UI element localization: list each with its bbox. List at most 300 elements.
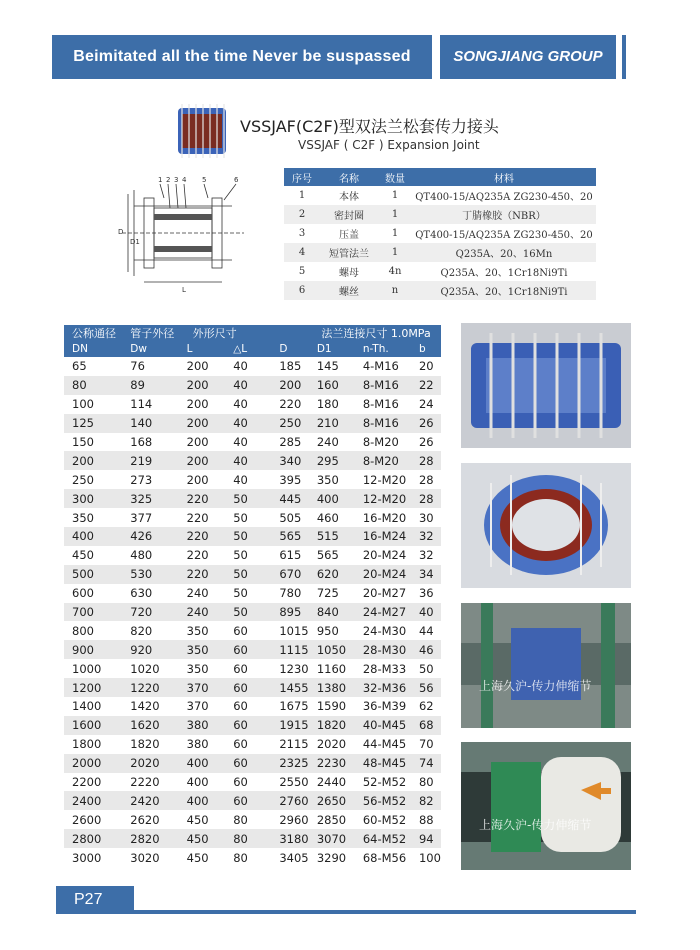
product-photo-2 <box>461 463 631 588</box>
photo-watermark: 上海久沪-传力伸缩节 <box>479 679 592 693</box>
specs-cell: 50 <box>233 584 279 603</box>
specs-cell: 60 <box>233 697 279 716</box>
specs-cell: 200 <box>187 451 234 470</box>
specs-cell: 28 <box>419 470 441 489</box>
specs-cell: 240 <box>317 433 363 452</box>
specs-cell: 200 <box>187 357 234 376</box>
specs-cell: 900 <box>64 640 130 659</box>
specs-cell: 780 <box>279 584 317 603</box>
specs-row <box>64 754 441 773</box>
specs-cell: 200 <box>187 395 234 414</box>
specs-row <box>64 810 441 829</box>
specs-cell: 2020 <box>317 735 363 754</box>
materials-cell: 2 <box>284 205 320 224</box>
specs-cell: 200 <box>187 433 234 452</box>
specs-row <box>64 678 441 697</box>
specs-cell: 273 <box>130 470 186 489</box>
specs-cell: 565 <box>279 527 317 546</box>
specs-cell: 20-M27 <box>363 584 419 603</box>
specs-row <box>64 584 441 603</box>
specs-cell: 565 <box>317 546 363 565</box>
installation-photo-1 <box>461 603 631 728</box>
specs-cell: 1400 <box>64 697 130 716</box>
materials-table <box>284 168 596 300</box>
specs-cell: 40 <box>233 414 279 433</box>
specs-cell: 80 <box>64 376 130 395</box>
specs-cell: 1115 <box>279 640 317 659</box>
specs-cell: 515 <box>317 527 363 546</box>
specs-cell: 2760 <box>279 791 317 810</box>
specs-cell: 8-M16 <box>363 395 419 414</box>
specs-cell: 450 <box>64 546 130 565</box>
specs-cell: 24 <box>419 395 441 414</box>
specs-row <box>64 565 441 584</box>
specs-row <box>64 829 441 848</box>
specs-cell: 8-M20 <box>363 451 419 470</box>
specs-cell: 200 <box>187 376 234 395</box>
specs-sub-d: D <box>279 341 317 357</box>
specs-cell: 1600 <box>64 716 130 735</box>
specs-cell: 377 <box>130 508 186 527</box>
materials-cell: 1 <box>391 190 399 201</box>
specs-cell: 950 <box>317 621 363 640</box>
specs-cell: 2960 <box>279 810 317 829</box>
specs-cell: 2230 <box>317 754 363 773</box>
product-title-zh: VSSJAF(C2F)型双法兰松套传力接头 <box>240 117 499 136</box>
dim-d: D <box>118 228 124 236</box>
specs-cell: 720 <box>130 603 186 622</box>
specs-cell: 60 <box>233 678 279 697</box>
specs-cell: 20 <box>419 357 441 376</box>
specs-cell: 46 <box>419 640 441 659</box>
banner-accent-bar <box>622 35 626 79</box>
specs-row <box>64 451 441 470</box>
specs-row <box>64 433 441 452</box>
brand-banner: SONGJIANG GROUP <box>440 35 616 79</box>
product-photo-1 <box>461 323 631 448</box>
specs-cell: 220 <box>187 508 234 527</box>
specs-cell: 8-M16 <box>363 414 419 433</box>
specs-cell: 16-M20 <box>363 508 419 527</box>
specs-row <box>64 357 441 376</box>
specs-group-dn: 公称通径 <box>64 325 130 341</box>
specs-cell: 70 <box>419 735 441 754</box>
specs-cell: 820 <box>130 621 186 640</box>
specs-cell: 80 <box>233 829 279 848</box>
specs-cell: 60 <box>233 754 279 773</box>
specs-cell: 50 <box>233 489 279 508</box>
specs-cell: 56-M52 <box>363 791 419 810</box>
specs-cell: 220 <box>279 395 317 414</box>
specs-cell: 350 <box>187 659 234 678</box>
specs-cell: 22 <box>419 376 441 395</box>
materials-cell: 1 <box>378 243 412 262</box>
specs-cell: 219 <box>130 451 186 470</box>
mat-header-qty: 数量 <box>378 168 412 186</box>
specs-cell: 40 <box>419 603 441 622</box>
specs-cell: 700 <box>64 603 130 622</box>
specs-cell: 60 <box>233 621 279 640</box>
specs-cell: 32-M36 <box>363 678 419 697</box>
specs-cell: 100 <box>419 848 441 867</box>
specs-sub-dl: △L <box>233 341 279 357</box>
materials-cell: Q235A、20、1Cr18Ni9Ti <box>412 281 596 300</box>
specs-cell: 200 <box>279 376 317 395</box>
materials-cell: 1 <box>391 228 399 239</box>
specs-row <box>64 376 441 395</box>
specs-cell: 50 <box>233 527 279 546</box>
specs-cell: 180 <box>317 395 363 414</box>
callout-6: 6 <box>234 176 239 184</box>
specs-cell: 145 <box>317 357 363 376</box>
slogan-banner: Beimitated all the time Never be suspassed <box>52 35 432 79</box>
specs-cell: 40 <box>233 395 279 414</box>
specs-cell: 88 <box>419 810 441 829</box>
specs-cell: 82 <box>419 791 441 810</box>
specs-cell: 2600 <box>64 810 130 829</box>
specs-cell: 64-M52 <box>363 829 419 848</box>
specs-cell: 36 <box>419 584 441 603</box>
materials-cell: Q235A、20、1Cr18Ni9Ti <box>440 268 568 279</box>
specs-cell: 3000 <box>64 848 130 867</box>
specs-row <box>64 470 441 489</box>
materials-cell: 短管法兰 <box>320 243 378 262</box>
specs-cell: 3070 <box>317 829 363 848</box>
specs-cell: 1020 <box>130 659 186 678</box>
specs-cell: 240 <box>187 603 234 622</box>
materials-cell: 4n <box>388 266 402 277</box>
specs-cell: 94 <box>419 829 441 848</box>
specs-cell: 24-M30 <box>363 621 419 640</box>
specs-cell: 2000 <box>64 754 130 773</box>
specs-row <box>64 848 441 867</box>
specs-cell: 220 <box>187 565 234 584</box>
mat-header-name: 名称 <box>320 168 378 186</box>
specs-row <box>64 735 441 754</box>
materials-cell: 4 <box>284 243 320 262</box>
specs-cell: 800 <box>64 621 130 640</box>
specs-cell: 1820 <box>130 735 186 754</box>
specs-cell: 16-M24 <box>363 527 419 546</box>
specs-cell: 840 <box>317 603 363 622</box>
specs-cell: 600 <box>64 584 130 603</box>
specs-cell: 1230 <box>279 659 317 678</box>
specs-cell: 350 <box>187 621 234 640</box>
specs-cell: 80 <box>233 848 279 867</box>
specs-cell: 100 <box>64 395 130 414</box>
specs-cell: 920 <box>130 640 186 659</box>
specs-cell: 1015 <box>279 621 317 640</box>
specs-cell: 2820 <box>130 829 186 848</box>
specs-group-dims: 外形尺寸 <box>187 325 280 341</box>
materials-cell: QT400-15/AQ235A ZG230-450、20 <box>415 192 593 203</box>
specs-cell: 48-M45 <box>363 754 419 773</box>
specs-table <box>64 325 441 867</box>
specs-cell: 1000 <box>64 659 130 678</box>
specs-cell: 285 <box>279 433 317 452</box>
materials-cell: 密封圈 <box>320 205 378 224</box>
specs-cell: 32 <box>419 527 441 546</box>
specs-cell: 60 <box>233 640 279 659</box>
specs-row <box>64 621 441 640</box>
specs-cell: 8-M20 <box>363 433 419 452</box>
specs-sub-d1: D1 <box>317 341 363 357</box>
specs-cell: 350 <box>64 508 130 527</box>
technical-drawing <box>104 170 264 295</box>
specs-cell: 76 <box>130 357 186 376</box>
specs-cell: 325 <box>130 489 186 508</box>
specs-row <box>64 659 441 678</box>
specs-cell: 2200 <box>64 773 130 792</box>
specs-cell: 200 <box>187 470 234 489</box>
specs-cell: 68-M56 <box>363 848 419 867</box>
specs-cell: 60-M52 <box>363 810 419 829</box>
specs-cell: 620 <box>317 565 363 584</box>
specs-cell: 445 <box>279 489 317 508</box>
materials-cell: 1 <box>298 190 306 201</box>
materials-cell: QT400-15/AQ235A ZG230-450、20 <box>415 230 593 241</box>
product-thumbnail <box>172 100 232 162</box>
specs-cell: 295 <box>317 451 363 470</box>
specs-cell: 34 <box>419 565 441 584</box>
specs-cell: 60 <box>233 659 279 678</box>
specs-cell: 28-M30 <box>363 640 419 659</box>
specs-cell: 125 <box>64 414 130 433</box>
specs-cell: 65 <box>64 357 130 376</box>
specs-cell: 28 <box>419 489 441 508</box>
specs-cell: 52-M52 <box>363 773 419 792</box>
specs-sub-dn: DN <box>64 341 130 357</box>
specs-cell: 2325 <box>279 754 317 773</box>
specs-cell: 380 <box>187 716 234 735</box>
specs-cell: 1380 <box>317 678 363 697</box>
specs-cell: 500 <box>64 565 130 584</box>
specs-cell: 2115 <box>279 735 317 754</box>
specs-cell: 505 <box>279 508 317 527</box>
specs-cell: 400 <box>64 527 130 546</box>
mat-header-material: 材料 <box>412 168 596 186</box>
specs-row <box>64 395 441 414</box>
specs-cell: 400 <box>187 773 234 792</box>
callout-4: 4 <box>182 176 187 184</box>
specs-cell: 80 <box>233 810 279 829</box>
specs-cell: 200 <box>64 451 130 470</box>
specs-cell: 395 <box>279 470 317 489</box>
specs-cell: 370 <box>187 678 234 697</box>
specs-cell: 1820 <box>317 716 363 735</box>
specs-row <box>64 527 441 546</box>
specs-cell: 2850 <box>317 810 363 829</box>
specs-cell: 1420 <box>130 697 186 716</box>
specs-cell: 28-M33 <box>363 659 419 678</box>
specs-cell: 56 <box>419 678 441 697</box>
photo-watermark: 上海久沪-传力伸缩节 <box>479 818 592 832</box>
specs-cell: 24-M27 <box>363 603 419 622</box>
specs-cell: 1800 <box>64 735 130 754</box>
materials-cell: 5 <box>298 266 306 277</box>
specs-row <box>64 489 441 508</box>
specs-cell: 40 <box>233 357 279 376</box>
materials-cell: 1 <box>378 205 412 224</box>
specs-cell: 80 <box>419 773 441 792</box>
specs-cell: 20-M24 <box>363 565 419 584</box>
callout-2: 2 <box>166 176 171 184</box>
materials-cell: 3 <box>298 228 306 239</box>
dim-l: L <box>182 286 186 294</box>
specs-cell: 210 <box>317 414 363 433</box>
specs-cell: 114 <box>130 395 186 414</box>
specs-cell: 50 <box>233 603 279 622</box>
specs-cell: 615 <box>279 546 317 565</box>
specs-cell: 26 <box>419 433 441 452</box>
specs-cell: 1915 <box>279 716 317 735</box>
specs-cell: 460 <box>317 508 363 527</box>
specs-cell: 300 <box>64 489 130 508</box>
specs-cell: 240 <box>187 584 234 603</box>
specs-cell: 630 <box>130 584 186 603</box>
specs-cell: 380 <box>187 735 234 754</box>
mat-header-no: 序号 <box>284 168 320 186</box>
materials-cell: 压盖 <box>339 230 359 241</box>
specs-sub-b: b <box>419 341 441 357</box>
specs-cell: 2440 <box>317 773 363 792</box>
materials-row <box>284 186 596 205</box>
specs-row <box>64 791 441 810</box>
specs-cell: 1590 <box>317 697 363 716</box>
specs-cell: 50 <box>419 659 441 678</box>
specs-cell: 89 <box>130 376 186 395</box>
specs-cell: 60 <box>233 791 279 810</box>
specs-cell: 36-M39 <box>363 697 419 716</box>
specs-cell: 250 <box>279 414 317 433</box>
materials-row <box>284 205 596 224</box>
specs-cell: 50 <box>233 508 279 527</box>
specs-cell: 400 <box>187 754 234 773</box>
specs-cell: 3405 <box>279 848 317 867</box>
specs-cell: 350 <box>187 640 234 659</box>
specs-cell: 160 <box>317 376 363 395</box>
specs-group-dw: 管子外径 <box>130 325 186 341</box>
specs-cell: 400 <box>317 489 363 508</box>
specs-cell: 40 <box>233 451 279 470</box>
specs-cell: 895 <box>279 603 317 622</box>
materials-cell: 螺丝 <box>320 281 378 300</box>
materials-cell: 6 <box>284 281 320 300</box>
specs-cell: 62 <box>419 697 441 716</box>
specs-cell: 74 <box>419 754 441 773</box>
specs-cell: 20-M24 <box>363 546 419 565</box>
specs-cell: 50 <box>233 565 279 584</box>
specs-sub-dw: Dw <box>130 341 186 357</box>
specs-cell: 12-M20 <box>363 470 419 489</box>
specs-cell: 30 <box>419 508 441 527</box>
materials-row <box>284 262 596 281</box>
specs-row <box>64 603 441 622</box>
specs-cell: 1455 <box>279 678 317 697</box>
specs-cell: 426 <box>130 527 186 546</box>
specs-cell: 670 <box>279 565 317 584</box>
specs-cell: 12-M20 <box>363 489 419 508</box>
specs-cell: 2620 <box>130 810 186 829</box>
materials-row <box>284 243 596 262</box>
specs-cell: 50 <box>233 546 279 565</box>
materials-row <box>284 224 596 243</box>
specs-cell: 530 <box>130 565 186 584</box>
specs-cell: 1675 <box>279 697 317 716</box>
specs-cell: 220 <box>187 546 234 565</box>
materials-cell: 本体 <box>339 192 359 203</box>
specs-cell: 220 <box>187 489 234 508</box>
specs-cell: 68 <box>419 716 441 735</box>
specs-cell: 450 <box>187 829 234 848</box>
page-number: P27 <box>56 886 134 914</box>
specs-cell: 2400 <box>64 791 130 810</box>
specs-cell: 250 <box>64 470 130 489</box>
specs-row <box>64 716 441 735</box>
specs-cell: 140 <box>130 414 186 433</box>
specs-sub-l: L <box>187 341 234 357</box>
specs-cell: 1160 <box>317 659 363 678</box>
specs-row <box>64 546 441 565</box>
installation-photo-2 <box>461 742 631 870</box>
specs-cell: 28 <box>419 451 441 470</box>
specs-cell: 3180 <box>279 829 317 848</box>
specs-cell: 44-M45 <box>363 735 419 754</box>
specs-cell: 340 <box>279 451 317 470</box>
specs-cell: 480 <box>130 546 186 565</box>
specs-cell: 60 <box>233 735 279 754</box>
specs-cell: 3020 <box>130 848 186 867</box>
dim-d1: D1 <box>130 238 140 246</box>
specs-cell: 40 <box>233 376 279 395</box>
materials-cell: 螺母 <box>339 268 359 279</box>
specs-cell: 1200 <box>64 678 130 697</box>
specs-cell: 400 <box>187 791 234 810</box>
specs-cell: 350 <box>317 470 363 489</box>
materials-cell: n <box>378 281 412 300</box>
specs-row <box>64 640 441 659</box>
callout-5: 5 <box>202 176 207 184</box>
specs-cell: 450 <box>187 848 234 867</box>
specs-cell: 2550 <box>279 773 317 792</box>
specs-cell: 1620 <box>130 716 186 735</box>
footer-line <box>56 910 636 914</box>
specs-cell: 2800 <box>64 829 130 848</box>
callout-1: 1 <box>158 176 163 184</box>
specs-cell: 200 <box>187 414 234 433</box>
specs-cell: 725 <box>317 584 363 603</box>
specs-cell: 185 <box>279 357 317 376</box>
specs-cell: 40 <box>233 470 279 489</box>
specs-cell: 40-M45 <box>363 716 419 735</box>
materials-cell: 丁腈橡胶（NBR） <box>412 205 596 224</box>
specs-cell: 150 <box>64 433 130 452</box>
specs-cell: 60 <box>233 773 279 792</box>
product-title-en: VSSJAF ( C2F ) Expansion Joint <box>298 138 480 152</box>
specs-sub-nth: n-Th. <box>363 341 419 357</box>
specs-cell: 2650 <box>317 791 363 810</box>
specs-cell: 8-M16 <box>363 376 419 395</box>
specs-cell: 32 <box>419 546 441 565</box>
specs-row <box>64 414 441 433</box>
specs-cell: 450 <box>187 810 234 829</box>
specs-row <box>64 508 441 527</box>
specs-cell: 40 <box>233 433 279 452</box>
specs-cell: 220 <box>187 527 234 546</box>
specs-cell: 44 <box>419 621 441 640</box>
specs-cell: 1220 <box>130 678 186 697</box>
specs-cell: 1050 <box>317 640 363 659</box>
